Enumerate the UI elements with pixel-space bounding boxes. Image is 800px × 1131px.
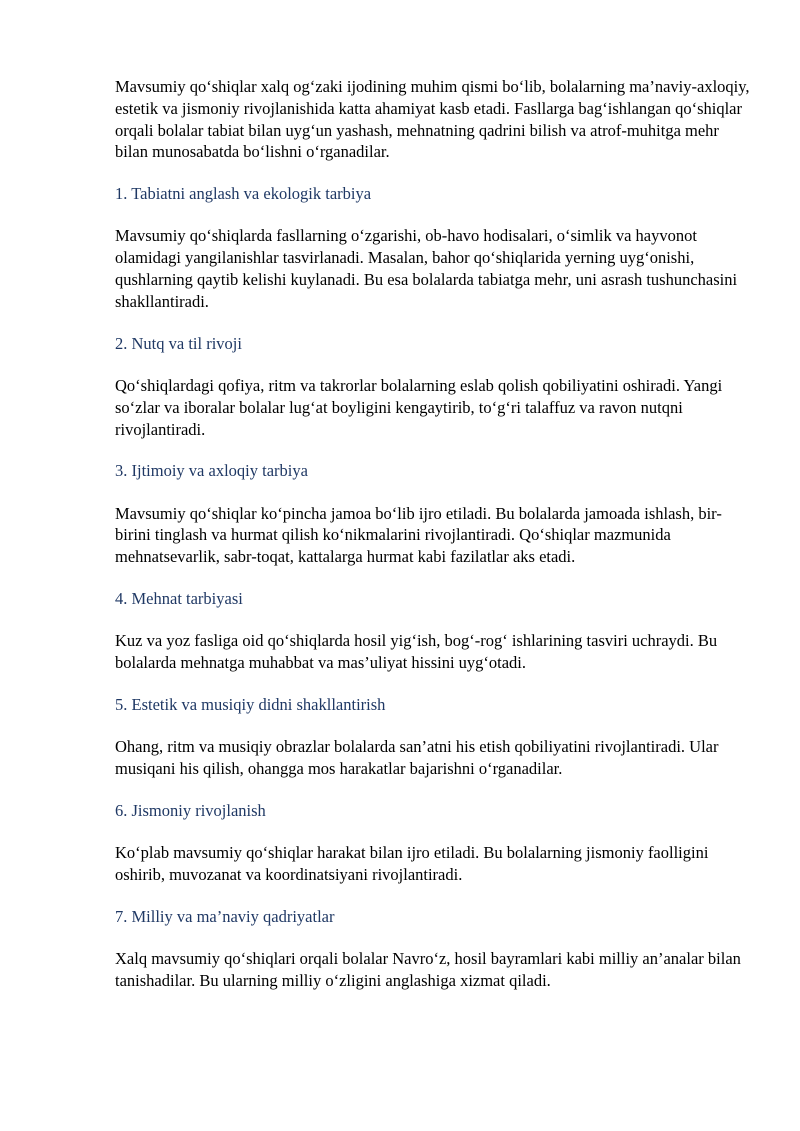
document-page — [115, 76, 755, 992]
spacer — [115, 716, 755, 737]
spacer — [115, 780, 755, 800]
section-heading: 3. Ijtimoiy va axloqiy tarbiya — [115, 461, 308, 481]
spacer — [115, 482, 755, 503]
spacer — [115, 440, 755, 460]
spacer — [115, 354, 755, 375]
spacer — [115, 610, 755, 631]
spacer — [115, 674, 755, 694]
section-paragraph: Mavsumiy qo‘shiqlarda fasllarning o‘zgarishi, ob-havo hodisalari, o‘simlik va hayvonot olamidagi yangilanishlar tasvirlanadi. Masalan, bahor qo‘shiqlarida yerning uyg‘onishi, qushlarning qaytib kelishi kuylanadi. Bu esa bolalarda tabiatga mehr, uni asrash tushunchasini shakllantiradi. — [115, 226, 738, 311]
spacer — [115, 205, 755, 226]
spacer — [115, 886, 755, 906]
section-paragraph: Ko‘plab mavsumiy qo‘shiqlar harakat bilan ijro etiladi. Bu bolalarning jismoniy faolligini oshirib, muvozanat va koordinatsiyani rivojlantiradi. — [115, 843, 709, 884]
spacer — [115, 822, 755, 843]
section-heading: 4. Mehnat tarbiyasi — [115, 589, 243, 609]
section-heading: 5. Estetik va musiqiy didni shakllantirish — [115, 694, 386, 714]
spacer — [115, 568, 755, 588]
section-heading: 2. Nutq va til rivoji — [115, 333, 242, 353]
section-heading: 6. Jismoniy rivojlanish — [115, 800, 266, 820]
section-paragraph: Xalq mavsumiy qo‘shiqlari orqali bolalar Navro‘z, hosil bayramlari kabi milliy an’analar bilan tanishadilar. Bu ularning milliy o‘zligini anglashiga xizmat qiladi. — [115, 949, 741, 990]
section-paragraph: Mavsumiy qo‘shiqlar ko‘pincha jamoa bo‘lib ijro etiladi. Bu bolalarda jamoada ishlash, bir-birini tinglash va hurmat qilish ko‘nikmalarini rivojlantiradi. Qo‘shiqlar mazmunida mehnatsevarlik, sabr-toqat, kattalarga hurmat kabi fazilatlar aks etadi. — [115, 503, 722, 567]
spacer — [115, 928, 755, 949]
spacer — [115, 313, 755, 333]
spacer — [115, 163, 755, 183]
section-paragraph: Ohang, ritm va musiqiy obrazlar bolalarda san’atni his etish qobiliyatini rivojlantiradi. Ular musiqani his qilish, ohangga mos harakatlar bajarishni o‘rganadilar. — [115, 737, 719, 779]
section-heading: 1. Tabiatni anglash va ekologik tarbiya — [115, 184, 372, 204]
section-paragraph: Qo‘shiqlardagi qofiya, ritm va takrorlar bolalarning eslab qolish qobiliyatini oshiradi. Yangi so‘zlar va iboralar bolalar lug‘at boyligini kengaytirib, to‘g‘ri talaffuz va ravon nutqni rivojlantiradi. — [115, 375, 723, 439]
section-heading: 7. Milliy va ma’naviy qadriyatlar — [115, 906, 335, 926]
section-paragraph: Kuz va yoz fasliga oid qo‘shiqlarda hosil yig‘ish, bog‘-rog‘ ishlarining tasviri uchraydi. Bu bolalarda mehnatga muhabbat va mas’uliyat hissini uyg‘otadi. — [115, 631, 718, 673]
intro-paragraph: Mavsumiy qo‘shiqlar xalq og‘zaki ijodining muhim qismi bo‘lib, bolalarning ma’naviy-axloqiy, estetik va jismoniy rivojlanishida katta ahamiyat kasb etadi. Fasllarga bag‘ishlangan qo‘shiqlar orqali bolalar tabiat bilan uyg‘un yashash, mehnatning qadrini bilish va atrof-muhitga mehr bilan munosabatda bo‘lishni o‘rganadilar. — [115, 77, 750, 162]
